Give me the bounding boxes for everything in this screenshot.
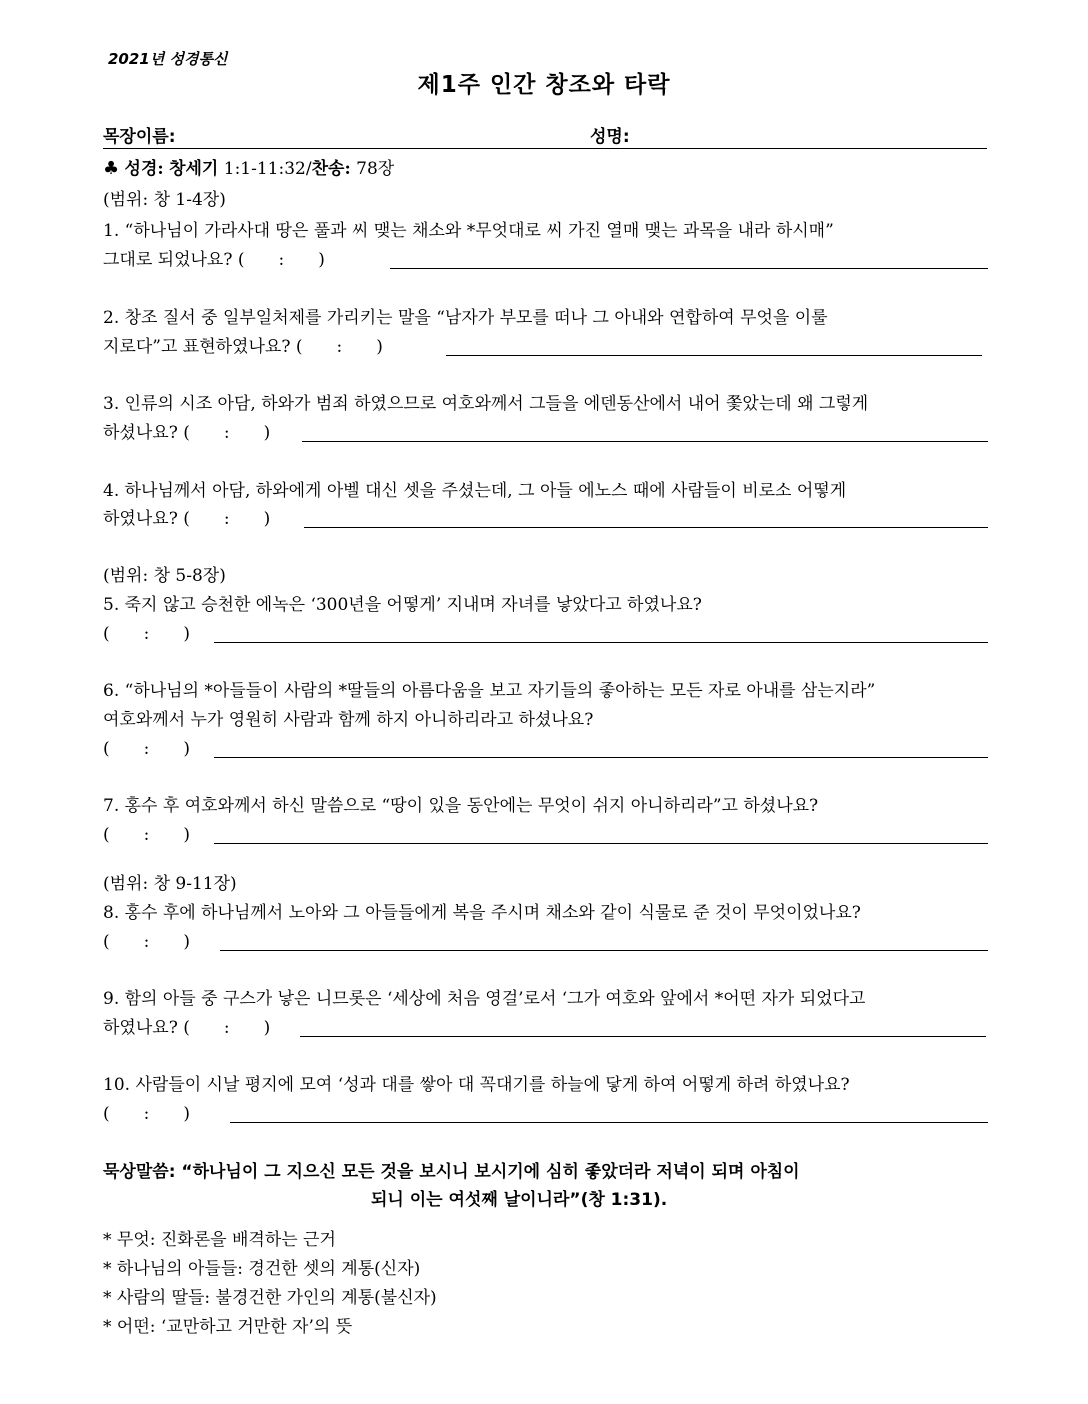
question-4-line-2: 하였나요? ( : ) [103, 509, 271, 529]
answer-line-9[interactable] [300, 1036, 986, 1037]
question-10-line-1: 10. 사람들이 시날 평지에 모여 ‘성과 대를 쌓아 대 꼭대기를 하늘에 닿게 하여 어떻게 하려 하였나요? [103, 1075, 850, 1095]
question-1-line-1: 1. “하나님이 가라사대 땅은 풀과 씨 맺는 채소와 *무엇대로 씨 가진 열매 맺는 과목을 내라 하시매” [103, 221, 834, 241]
question-9-line-2: 하였나요? ( : ) [103, 1018, 271, 1038]
hymn-number: 78장 [356, 159, 395, 179]
note-3: * 사람의 딸들: 불경건한 가인의 계통(불신자) [103, 1288, 437, 1308]
question-2-line-2: 지로다”고 표현하였나요? ( : ) [103, 337, 383, 357]
scripture-range: 1:1-11:32/ [223, 159, 312, 179]
note-2: * 하나님의 아들들: 경건한 셋의 계통(신자) [103, 1259, 421, 1279]
section-range-3: (범위: 창 9-11장) [103, 874, 237, 894]
question-3-line-2: 하셨나요? ( : ) [103, 423, 271, 443]
question-9-line-1: 9. 함의 아들 중 구스가 낳은 니므롯은 ‘세상에 처음 영걸’로서 ‘그가 여호와 앞에서 *어떤 자가 되었다고 [103, 989, 866, 1009]
meditation-line-2: 되니 이는 여섯째 날이니라”(창 1:31). [371, 1190, 668, 1210]
answer-line-4[interactable] [304, 527, 988, 528]
scripture-line [103, 157, 394, 181]
club-icon: ♣ [103, 158, 120, 179]
meditation-verse [103, 1158, 987, 1214]
question-6-line-1: 6. “하나님의 *아들들이 사람의 *딸들의 아름다움을 보고 자기들의 좋아하는 모든 자로 아내를 삼는지라” [103, 681, 876, 701]
question-2-line-1: 2. 창조 질서 중 일부일처제를 가리키는 말을 “남자가 부모를 떠나 그 아내와 연합하여 무엇을 이룰 [103, 308, 828, 328]
question-8-line-2: ( : ) [103, 932, 190, 952]
scripture-label: 성경: [124, 159, 164, 179]
scripture-book: 창세기 [169, 159, 219, 179]
section-range-2: (범위: 창 5-8장) [103, 566, 226, 586]
question-8-line-1: 8. 홍수 후에 하나님께서 노아와 그 아들들에게 복을 주시며 채소와 같이 식물로 준 것이 무엇이었나요? [103, 903, 861, 923]
year-label: 2021년 성경통신 [108, 50, 228, 68]
note-4: * 어떤: ‘교만하고 거만한 자’의 뜻 [103, 1317, 353, 1337]
meditation-line-1: 묵상말씀: “하나님이 그 지으신 모든 것을 보시니 보시기에 심히 좋았더라 저녁이 되며 아침이 [103, 1162, 800, 1182]
answer-line-10[interactable] [230, 1122, 988, 1123]
answer-line-3[interactable] [302, 441, 988, 442]
answer-line-5[interactable] [214, 642, 988, 643]
question-7-line-1: 7. 홍수 후 여호와께서 하신 말씀으로 “땅이 있을 동안에는 무엇이 쉬지 아니하리라”고 하셨나요? [103, 796, 819, 816]
question-6-line-2: 여호와께서 누가 영원히 사람과 함께 하지 아니하리라고 하셨나요? [103, 710, 594, 730]
question-5-line-1: 5. 죽지 않고 승천한 에녹은 ‘300년을 어떻게’ 지내며 자녀를 낳았다고 하였나요? [103, 595, 702, 615]
name-header-row [103, 122, 987, 149]
question-6-line-3: ( : ) [103, 739, 190, 759]
page-title: 제1주 인간 창조와 타락 [417, 72, 671, 98]
note-1: * 무엇: 진화론을 배격하는 근거 [103, 1230, 336, 1250]
group-name-label: 목장이름: [103, 127, 176, 147]
question-4-line-1: 4. 하나님께서 아담, 하와에게 아벨 대신 셋을 주셨는데, 그 아들 에노스 때에 사람들이 비로소 어떻게 [103, 481, 847, 501]
answer-line-6[interactable] [214, 757, 988, 758]
question-5-line-2: ( : ) [103, 624, 190, 644]
hymn-label: 찬송: [311, 159, 351, 179]
question-3-line-1: 3. 인류의 시조 아담, 하와가 범죄 하였으므로 여호와께서 그들을 에덴동산에서 내어 쫓았는데 왜 그렇게 [103, 394, 869, 414]
section-range-1: (범위: 창 1-4장) [103, 190, 226, 210]
name-label: 성명: [590, 127, 630, 147]
answer-line-2[interactable] [446, 355, 982, 356]
answer-line-8[interactable] [220, 950, 988, 951]
question-7-line-2: ( : ) [103, 825, 190, 845]
answer-line-7[interactable] [214, 843, 988, 844]
question-10-line-2: ( : ) [103, 1104, 190, 1124]
question-1-line-2: 그대로 되었나요? ( : ) [103, 250, 325, 270]
answer-line-1[interactable] [390, 268, 988, 269]
